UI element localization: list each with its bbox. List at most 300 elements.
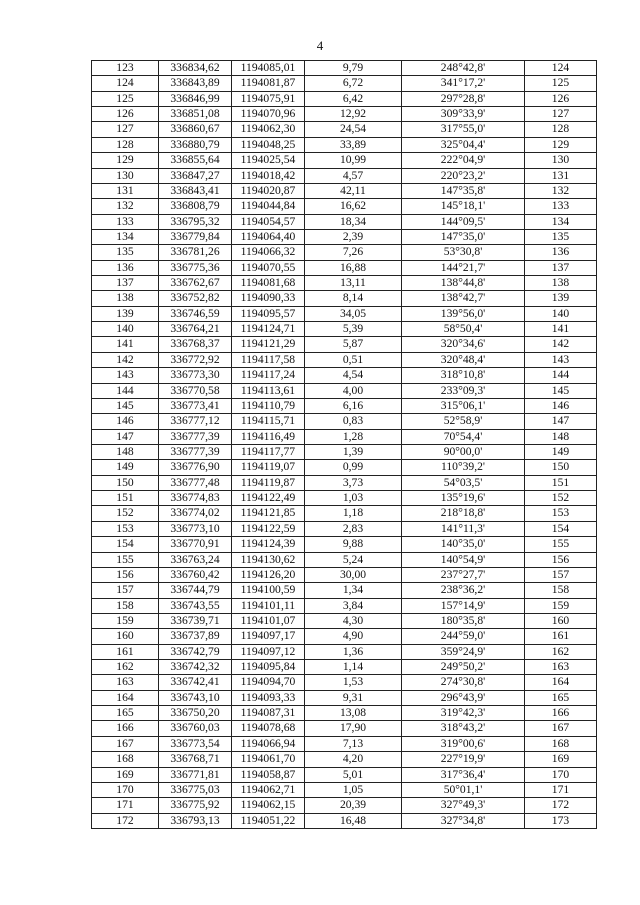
x-coordinate-cell: 336737,89 bbox=[159, 629, 232, 644]
distance-cell: 24,54 bbox=[305, 122, 402, 137]
distance-cell: 4,57 bbox=[305, 168, 402, 183]
y-coordinate-cell: 1194121,29 bbox=[232, 337, 305, 352]
y-coordinate-cell: 1194094,70 bbox=[232, 675, 305, 690]
table-row bbox=[92, 444, 597, 459]
y-coordinate-cell: 1194085,01 bbox=[232, 61, 305, 76]
y-coordinate-cell: 1194020,87 bbox=[232, 183, 305, 198]
bearing-cell: 54°03,5' bbox=[402, 475, 525, 490]
table-row bbox=[92, 122, 597, 137]
next-point-number-cell: 157 bbox=[525, 567, 597, 582]
bearing-cell: 325°04,4' bbox=[402, 137, 525, 152]
point-number-cell: 138 bbox=[92, 291, 159, 306]
bearing-cell: 248°42,8' bbox=[402, 61, 525, 76]
point-number-cell: 164 bbox=[92, 690, 159, 705]
bearing-cell: 140°54,9' bbox=[402, 552, 525, 567]
bearing-cell: 138°44,8' bbox=[402, 276, 525, 291]
y-coordinate-cell: 1194025,54 bbox=[232, 153, 305, 168]
distance-cell: 4,54 bbox=[305, 368, 402, 383]
distance-cell: 3,84 bbox=[305, 598, 402, 613]
y-coordinate-cell: 1194066,32 bbox=[232, 245, 305, 260]
next-point-number-cell: 171 bbox=[525, 782, 597, 797]
y-coordinate-cell: 1194070,96 bbox=[232, 107, 305, 122]
bearing-cell: 138°42,7' bbox=[402, 291, 525, 306]
next-point-number-cell: 173 bbox=[525, 813, 597, 828]
table-row bbox=[92, 537, 597, 552]
point-number-cell: 170 bbox=[92, 782, 159, 797]
next-point-number-cell: 150 bbox=[525, 460, 597, 475]
x-coordinate-cell: 336779,84 bbox=[159, 229, 232, 244]
y-coordinate-cell: 1194101,07 bbox=[232, 613, 305, 628]
point-number-cell: 157 bbox=[92, 583, 159, 598]
table-row bbox=[92, 506, 597, 521]
bearing-cell: 297°28,8' bbox=[402, 91, 525, 106]
x-coordinate-cell: 336855,64 bbox=[159, 153, 232, 168]
distance-cell: 9,79 bbox=[305, 61, 402, 76]
distance-cell: 1,28 bbox=[305, 429, 402, 444]
x-coordinate-cell: 336843,89 bbox=[159, 76, 232, 91]
x-coordinate-cell: 336743,55 bbox=[159, 598, 232, 613]
x-coordinate-cell: 336742,32 bbox=[159, 660, 232, 675]
next-point-number-cell: 137 bbox=[525, 260, 597, 275]
distance-cell: 8,14 bbox=[305, 291, 402, 306]
x-coordinate-cell: 336775,03 bbox=[159, 782, 232, 797]
point-number-cell: 144 bbox=[92, 383, 159, 398]
bearing-cell: 359°24,9' bbox=[402, 644, 525, 659]
y-coordinate-cell: 1194130,62 bbox=[232, 552, 305, 567]
point-number-cell: 128 bbox=[92, 137, 159, 152]
point-number-cell: 163 bbox=[92, 675, 159, 690]
table-row bbox=[92, 752, 597, 767]
table-row bbox=[92, 613, 597, 628]
x-coordinate-cell: 336777,12 bbox=[159, 414, 232, 429]
bearing-cell: 141°11,3' bbox=[402, 521, 525, 536]
next-point-number-cell: 163 bbox=[525, 660, 597, 675]
bearing-cell: 218°18,8' bbox=[402, 506, 525, 521]
next-point-number-cell: 145 bbox=[525, 383, 597, 398]
point-number-cell: 168 bbox=[92, 752, 159, 767]
y-coordinate-cell: 1194066,94 bbox=[232, 736, 305, 751]
table-row bbox=[92, 245, 597, 260]
bearing-cell: 318°10,8' bbox=[402, 368, 525, 383]
distance-cell: 9,31 bbox=[305, 690, 402, 705]
bearing-cell: 144°09,5' bbox=[402, 214, 525, 229]
y-coordinate-cell: 1194051,22 bbox=[232, 813, 305, 828]
bearing-cell: 319°00,6' bbox=[402, 736, 525, 751]
distance-cell: 6,72 bbox=[305, 76, 402, 91]
point-number-cell: 160 bbox=[92, 629, 159, 644]
table-row bbox=[92, 322, 597, 337]
x-coordinate-cell: 336777,39 bbox=[159, 444, 232, 459]
table-row bbox=[92, 491, 597, 506]
point-number-cell: 152 bbox=[92, 506, 159, 521]
bearing-cell: 274°30,8' bbox=[402, 675, 525, 690]
coordinates-table bbox=[91, 60, 597, 829]
y-coordinate-cell: 1194062,15 bbox=[232, 798, 305, 813]
table-row bbox=[92, 137, 597, 152]
x-coordinate-cell: 336742,41 bbox=[159, 675, 232, 690]
table-row bbox=[92, 767, 597, 782]
point-number-cell: 167 bbox=[92, 736, 159, 751]
x-coordinate-cell: 336764,21 bbox=[159, 322, 232, 337]
x-coordinate-cell: 336776,90 bbox=[159, 460, 232, 475]
point-number-cell: 158 bbox=[92, 598, 159, 613]
table-row bbox=[92, 798, 597, 813]
point-number-cell: 172 bbox=[92, 813, 159, 828]
distance-cell: 5,87 bbox=[305, 337, 402, 352]
bearing-cell: 50°01,1' bbox=[402, 782, 525, 797]
next-point-number-cell: 148 bbox=[525, 429, 597, 444]
distance-cell: 1,14 bbox=[305, 660, 402, 675]
bearing-cell: 227°19,9' bbox=[402, 752, 525, 767]
distance-cell: 6,16 bbox=[305, 398, 402, 413]
point-number-cell: 147 bbox=[92, 429, 159, 444]
y-coordinate-cell: 1194090,33 bbox=[232, 291, 305, 306]
y-coordinate-cell: 1194117,58 bbox=[232, 352, 305, 367]
distance-cell: 7,26 bbox=[305, 245, 402, 260]
next-point-number-cell: 128 bbox=[525, 122, 597, 137]
point-number-cell: 136 bbox=[92, 260, 159, 275]
y-coordinate-cell: 1194081,68 bbox=[232, 276, 305, 291]
x-coordinate-cell: 336773,10 bbox=[159, 521, 232, 536]
next-point-number-cell: 155 bbox=[525, 537, 597, 552]
x-coordinate-cell: 336773,30 bbox=[159, 368, 232, 383]
bearing-cell: 249°50,2' bbox=[402, 660, 525, 675]
next-point-number-cell: 127 bbox=[525, 107, 597, 122]
next-point-number-cell: 151 bbox=[525, 475, 597, 490]
y-coordinate-cell: 1194078,68 bbox=[232, 721, 305, 736]
table-row bbox=[92, 183, 597, 198]
next-point-number-cell: 152 bbox=[525, 491, 597, 506]
bearing-cell: 222°04,9' bbox=[402, 153, 525, 168]
point-number-cell: 156 bbox=[92, 567, 159, 582]
x-coordinate-cell: 336739,71 bbox=[159, 613, 232, 628]
point-number-cell: 131 bbox=[92, 183, 159, 198]
point-number-cell: 134 bbox=[92, 229, 159, 244]
point-number-cell: 141 bbox=[92, 337, 159, 352]
point-number-cell: 162 bbox=[92, 660, 159, 675]
table-row bbox=[92, 629, 597, 644]
y-coordinate-cell: 1194115,71 bbox=[232, 414, 305, 429]
point-number-cell: 150 bbox=[92, 475, 159, 490]
x-coordinate-cell: 336760,03 bbox=[159, 721, 232, 736]
table-row bbox=[92, 583, 597, 598]
x-coordinate-cell: 336770,91 bbox=[159, 537, 232, 552]
next-point-number-cell: 134 bbox=[525, 214, 597, 229]
y-coordinate-cell: 1194101,11 bbox=[232, 598, 305, 613]
x-coordinate-cell: 336808,79 bbox=[159, 199, 232, 214]
x-coordinate-cell: 336762,67 bbox=[159, 276, 232, 291]
distance-cell: 2,39 bbox=[305, 229, 402, 244]
x-coordinate-cell: 336746,59 bbox=[159, 306, 232, 321]
bearing-cell: 147°35,8' bbox=[402, 183, 525, 198]
bearing-cell: 309°33,9' bbox=[402, 107, 525, 122]
table-row bbox=[92, 460, 597, 475]
distance-cell: 2,83 bbox=[305, 521, 402, 536]
y-coordinate-cell: 1194110,79 bbox=[232, 398, 305, 413]
x-coordinate-cell: 336770,58 bbox=[159, 383, 232, 398]
y-coordinate-cell: 1194081,87 bbox=[232, 76, 305, 91]
next-point-number-cell: 158 bbox=[525, 583, 597, 598]
x-coordinate-cell: 336743,10 bbox=[159, 690, 232, 705]
y-coordinate-cell: 1194070,55 bbox=[232, 260, 305, 275]
bearing-cell: 238°36,2' bbox=[402, 583, 525, 598]
next-point-number-cell: 133 bbox=[525, 199, 597, 214]
y-coordinate-cell: 1194097,17 bbox=[232, 629, 305, 644]
point-number-cell: 148 bbox=[92, 444, 159, 459]
x-coordinate-cell: 336744,79 bbox=[159, 583, 232, 598]
point-number-cell: 123 bbox=[92, 61, 159, 76]
distance-cell: 16,88 bbox=[305, 260, 402, 275]
table-row bbox=[92, 690, 597, 705]
x-coordinate-cell: 336793,13 bbox=[159, 813, 232, 828]
y-coordinate-cell: 1194119,07 bbox=[232, 460, 305, 475]
table-row bbox=[92, 337, 597, 352]
bearing-cell: 317°36,4' bbox=[402, 767, 525, 782]
x-coordinate-cell: 336880,79 bbox=[159, 137, 232, 152]
x-coordinate-cell: 336773,54 bbox=[159, 736, 232, 751]
next-point-number-cell: 149 bbox=[525, 444, 597, 459]
next-point-number-cell: 156 bbox=[525, 552, 597, 567]
table-row bbox=[92, 644, 597, 659]
y-coordinate-cell: 1194087,31 bbox=[232, 706, 305, 721]
x-coordinate-cell: 336847,27 bbox=[159, 168, 232, 183]
next-point-number-cell: 135 bbox=[525, 229, 597, 244]
y-coordinate-cell: 1194062,30 bbox=[232, 122, 305, 137]
bearing-cell: 318°43,2' bbox=[402, 721, 525, 736]
distance-cell: 4,20 bbox=[305, 752, 402, 767]
bearing-cell: 53°30,8' bbox=[402, 245, 525, 260]
bearing-cell: 70°54,4' bbox=[402, 429, 525, 444]
table-row bbox=[92, 736, 597, 751]
next-point-number-cell: 172 bbox=[525, 798, 597, 813]
next-point-number-cell: 167 bbox=[525, 721, 597, 736]
next-point-number-cell: 125 bbox=[525, 76, 597, 91]
point-number-cell: 139 bbox=[92, 306, 159, 321]
distance-cell: 0,99 bbox=[305, 460, 402, 475]
bearing-cell: 320°34,6' bbox=[402, 337, 525, 352]
distance-cell: 1,03 bbox=[305, 491, 402, 506]
table-row bbox=[92, 291, 597, 306]
x-coordinate-cell: 336750,20 bbox=[159, 706, 232, 721]
next-point-number-cell: 132 bbox=[525, 183, 597, 198]
bearing-cell: 320°48,4' bbox=[402, 352, 525, 367]
table-row bbox=[92, 383, 597, 398]
x-coordinate-cell: 336851,08 bbox=[159, 107, 232, 122]
point-number-cell: 171 bbox=[92, 798, 159, 813]
distance-cell: 1,36 bbox=[305, 644, 402, 659]
table-row bbox=[92, 414, 597, 429]
x-coordinate-cell: 336763,24 bbox=[159, 552, 232, 567]
next-point-number-cell: 129 bbox=[525, 137, 597, 152]
y-coordinate-cell: 1194119,87 bbox=[232, 475, 305, 490]
bearing-cell: 244°59,0' bbox=[402, 629, 525, 644]
point-number-cell: 145 bbox=[92, 398, 159, 413]
distance-cell: 17,90 bbox=[305, 721, 402, 736]
y-coordinate-cell: 1194113,61 bbox=[232, 383, 305, 398]
next-point-number-cell: 165 bbox=[525, 690, 597, 705]
distance-cell: 33,89 bbox=[305, 137, 402, 152]
distance-cell: 3,73 bbox=[305, 475, 402, 490]
table-row bbox=[92, 214, 597, 229]
distance-cell: 30,00 bbox=[305, 567, 402, 582]
x-coordinate-cell: 336834,62 bbox=[159, 61, 232, 76]
next-point-number-cell: 169 bbox=[525, 752, 597, 767]
table-row bbox=[92, 782, 597, 797]
bearing-cell: 317°55,0' bbox=[402, 122, 525, 137]
distance-cell: 1,39 bbox=[305, 444, 402, 459]
bearing-cell: 327°49,3' bbox=[402, 798, 525, 813]
next-point-number-cell: 139 bbox=[525, 291, 597, 306]
y-coordinate-cell: 1194117,24 bbox=[232, 368, 305, 383]
point-number-cell: 125 bbox=[92, 91, 159, 106]
x-coordinate-cell: 336768,37 bbox=[159, 337, 232, 352]
table-row bbox=[92, 813, 597, 828]
bearing-cell: 157°14,9' bbox=[402, 598, 525, 613]
next-point-number-cell: 136 bbox=[525, 245, 597, 260]
next-point-number-cell: 154 bbox=[525, 521, 597, 536]
table-body bbox=[92, 61, 597, 829]
x-coordinate-cell: 336768,71 bbox=[159, 752, 232, 767]
next-point-number-cell: 126 bbox=[525, 91, 597, 106]
x-coordinate-cell: 336774,83 bbox=[159, 491, 232, 506]
y-coordinate-cell: 1194117,77 bbox=[232, 444, 305, 459]
distance-cell: 5,24 bbox=[305, 552, 402, 567]
point-number-cell: 142 bbox=[92, 352, 159, 367]
bearing-cell: 52°58,9' bbox=[402, 414, 525, 429]
y-coordinate-cell: 1194044,84 bbox=[232, 199, 305, 214]
table-row bbox=[92, 552, 597, 567]
table-row bbox=[92, 229, 597, 244]
table-row bbox=[92, 91, 597, 106]
next-point-number-cell: 161 bbox=[525, 629, 597, 644]
point-number-cell: 133 bbox=[92, 214, 159, 229]
x-coordinate-cell: 336774,02 bbox=[159, 506, 232, 521]
next-point-number-cell: 168 bbox=[525, 736, 597, 751]
table-row bbox=[92, 153, 597, 168]
point-number-cell: 127 bbox=[92, 122, 159, 137]
table-row bbox=[92, 475, 597, 490]
point-number-cell: 151 bbox=[92, 491, 159, 506]
y-coordinate-cell: 1194122,59 bbox=[232, 521, 305, 536]
y-coordinate-cell: 1194095,84 bbox=[232, 660, 305, 675]
table-row bbox=[92, 429, 597, 444]
table-row bbox=[92, 721, 597, 736]
bearing-cell: 144°21,7' bbox=[402, 260, 525, 275]
table-row bbox=[92, 107, 597, 122]
y-coordinate-cell: 1194064,40 bbox=[232, 229, 305, 244]
bearing-cell: 237°27,7' bbox=[402, 567, 525, 582]
table-row bbox=[92, 706, 597, 721]
distance-cell: 0,51 bbox=[305, 352, 402, 367]
distance-cell: 20,39 bbox=[305, 798, 402, 813]
x-coordinate-cell: 336775,92 bbox=[159, 798, 232, 813]
point-number-cell: 130 bbox=[92, 168, 159, 183]
x-coordinate-cell: 336860,67 bbox=[159, 122, 232, 137]
table-row bbox=[92, 306, 597, 321]
bearing-cell: 139°56,0' bbox=[402, 306, 525, 321]
x-coordinate-cell: 336752,82 bbox=[159, 291, 232, 306]
y-coordinate-cell: 1194095,57 bbox=[232, 306, 305, 321]
y-coordinate-cell: 1194124,39 bbox=[232, 537, 305, 552]
bearing-cell: 58°50,4' bbox=[402, 322, 525, 337]
point-number-cell: 165 bbox=[92, 706, 159, 721]
page-number: 4 bbox=[316, 38, 324, 53]
x-coordinate-cell: 336795,32 bbox=[159, 214, 232, 229]
table-row bbox=[92, 199, 597, 214]
bearing-cell: 90°00,0' bbox=[402, 444, 525, 459]
point-number-cell: 166 bbox=[92, 721, 159, 736]
y-coordinate-cell: 1194126,20 bbox=[232, 567, 305, 582]
next-point-number-cell: 162 bbox=[525, 644, 597, 659]
distance-cell: 1,53 bbox=[305, 675, 402, 690]
y-coordinate-cell: 1194097,12 bbox=[232, 644, 305, 659]
x-coordinate-cell: 336772,92 bbox=[159, 352, 232, 367]
next-point-number-cell: 146 bbox=[525, 398, 597, 413]
point-number-cell: 153 bbox=[92, 521, 159, 536]
distance-cell: 4,90 bbox=[305, 629, 402, 644]
bearing-cell: 341°17,2' bbox=[402, 76, 525, 91]
table-row bbox=[92, 660, 597, 675]
x-coordinate-cell: 336742,79 bbox=[159, 644, 232, 659]
bearing-cell: 233°09,3' bbox=[402, 383, 525, 398]
y-coordinate-cell: 1194093,33 bbox=[232, 690, 305, 705]
y-coordinate-cell: 1194116,49 bbox=[232, 429, 305, 444]
distance-cell: 9,88 bbox=[305, 537, 402, 552]
x-coordinate-cell: 336760,42 bbox=[159, 567, 232, 582]
x-coordinate-cell: 336777,39 bbox=[159, 429, 232, 444]
x-coordinate-cell: 336781,26 bbox=[159, 245, 232, 260]
distance-cell: 13,08 bbox=[305, 706, 402, 721]
distance-cell: 1,05 bbox=[305, 782, 402, 797]
table-row bbox=[92, 398, 597, 413]
y-coordinate-cell: 1194100,59 bbox=[232, 583, 305, 598]
point-number-cell: 155 bbox=[92, 552, 159, 567]
next-point-number-cell: 143 bbox=[525, 352, 597, 367]
table-row bbox=[92, 276, 597, 291]
next-point-number-cell: 159 bbox=[525, 598, 597, 613]
distance-cell: 7,13 bbox=[305, 736, 402, 751]
distance-cell: 13,11 bbox=[305, 276, 402, 291]
point-number-cell: 146 bbox=[92, 414, 159, 429]
point-number-cell: 159 bbox=[92, 613, 159, 628]
distance-cell: 1,18 bbox=[305, 506, 402, 521]
bearing-cell: 296°43,9' bbox=[402, 690, 525, 705]
next-point-number-cell: 141 bbox=[525, 322, 597, 337]
next-point-number-cell: 130 bbox=[525, 153, 597, 168]
next-point-number-cell: 142 bbox=[525, 337, 597, 352]
next-point-number-cell: 160 bbox=[525, 613, 597, 628]
bearing-cell: 327°34,8' bbox=[402, 813, 525, 828]
table-row bbox=[92, 368, 597, 383]
next-point-number-cell: 124 bbox=[525, 61, 597, 76]
next-point-number-cell: 164 bbox=[525, 675, 597, 690]
point-number-cell: 132 bbox=[92, 199, 159, 214]
distance-cell: 16,62 bbox=[305, 199, 402, 214]
distance-cell: 0,83 bbox=[305, 414, 402, 429]
distance-cell: 6,42 bbox=[305, 91, 402, 106]
x-coordinate-cell: 336771,81 bbox=[159, 767, 232, 782]
bearing-cell: 145°18,1' bbox=[402, 199, 525, 214]
y-coordinate-cell: 1194062,71 bbox=[232, 782, 305, 797]
point-number-cell: 154 bbox=[92, 537, 159, 552]
next-point-number-cell: 144 bbox=[525, 368, 597, 383]
table-row bbox=[92, 521, 597, 536]
x-coordinate-cell: 336775,36 bbox=[159, 260, 232, 275]
distance-cell: 18,34 bbox=[305, 214, 402, 229]
table-row bbox=[92, 598, 597, 613]
point-number-cell: 143 bbox=[92, 368, 159, 383]
next-point-number-cell: 147 bbox=[525, 414, 597, 429]
